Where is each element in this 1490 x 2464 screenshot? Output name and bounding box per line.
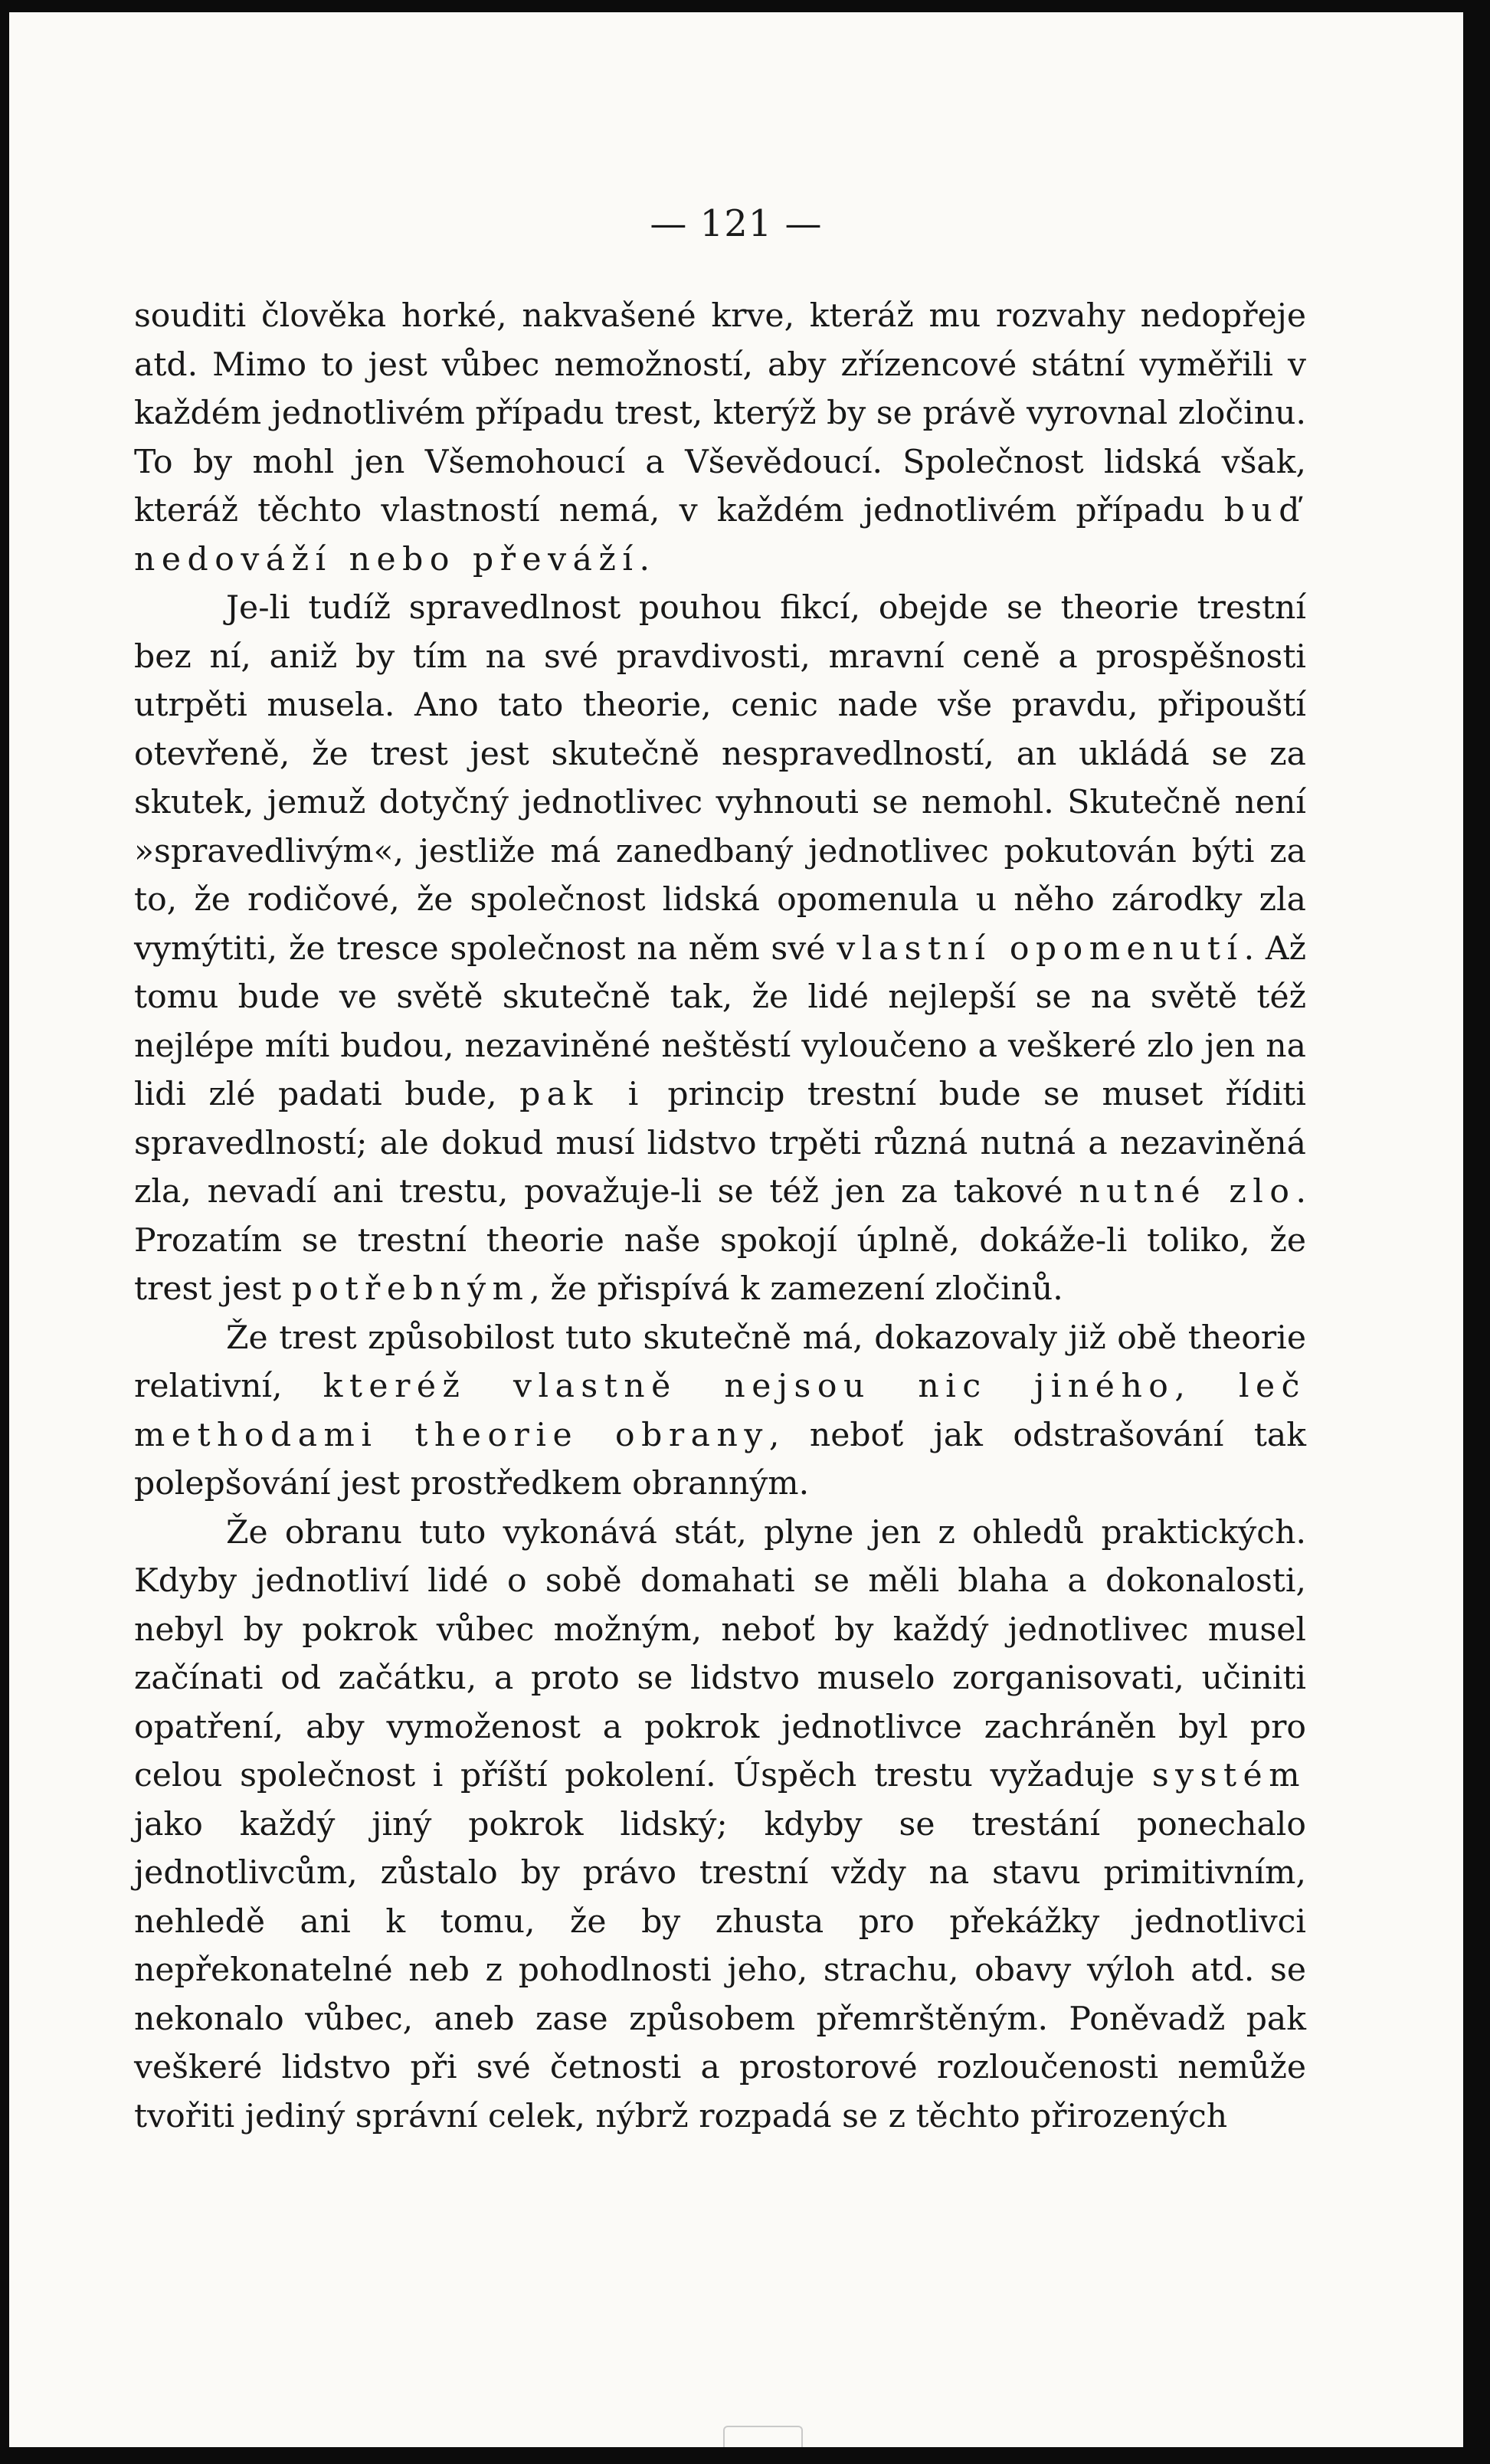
text-run: , že přispívá k zamezení zločinů. [529, 1270, 1063, 1308]
text-run: princip trestní bude se muset říditi spravedlností; ale dokud musí lidstvo trpěti různá nutná a nezaviněná zla, nevadí ani trestu, považuje-li se též jen za takové [134, 1076, 1306, 1211]
paragraph-3 [134, 1314, 1306, 1509]
text-run: jako každý jiný pokrok lidský; kdyby se trestání ponechalo jednotlivcům, zůstalo by právo trestní vždy na stavu primitivním, nehledě ani k tomu, že by zhusta pro překážky jednotlivci nepřekonatelné neb z pohodlnosti jeho, strachu, obavy výloh atd. se nekonalo vůbec, aneb zase způsobem přemrštěným. Poněvadž pak veškeré lidstvo při své četnosti a prostorové rozloučenosti nemůže tvořiti jediný správní celek, nýbrž rozpadá se z těchto přirozených [134, 1805, 1306, 2135]
emphasis-spaced-text: buď nedováží nebo převáží [134, 492, 1306, 578]
text-run: Že obranu tuto vykonává stát, plyne jen z ohledů praktických. Kdyby jednotliví lidé o sobě domahati se měli blaha a dokonalosti, nebyl by pokrok vůbec možným, neboť by každý jednotlivec musel začínati od začátku, a proto se lidstvo muselo zorganisovati, učiniti opatření, aby vymoženost a pokrok jednotlivce zachráněn byl pro celou společnost i příští pokolení. Úspěch trestu vyžaduje [134, 1513, 1306, 1794]
text-run: souditi člověka horké, nakvašené krve, kteráž mu rozvahy nedopřeje atd. Mimo to jest vůbec nemožností, aby zřízencové státní vyměřili v každém jednotlivém případu trest, kterýž by se právě vyrovnal zločinu. To by mohl jen Všemohoucí a Vševědoucí. Společnost lidská však, kteráž těchto vlastností nemá, v každém jednotlivém případu [134, 297, 1306, 529]
emphasis-spaced-text: systém [1151, 1757, 1306, 1794]
book-page [9, 12, 1463, 2447]
emphasis-spaced-text: potřebným [291, 1270, 530, 1308]
paragraph-1 [134, 292, 1306, 584]
paragraph-4 [134, 1509, 1306, 2141]
binding-mark [723, 2426, 803, 2447]
emphasis-spaced-text: nutné zlo [1079, 1173, 1296, 1211]
emphasis-spaced-text: vlastní opomenutí [837, 929, 1244, 968]
text-run: Že trest způsobilost tuto skutečně má, dokazovaly již obě theorie relativní, [134, 1319, 1306, 1405]
emphasis-spaced-text: pak i [519, 1076, 645, 1113]
text-run: . Až tomu bude ve světě skutečně tak, že lidé nejlepší se na světě též nejlépe míti budou, nezaviněné neštěstí vyloučeno a veškeré zlo jen na lidi zlé padati bude, [134, 929, 1306, 1113]
page-number: — 121 — [650, 202, 823, 245]
text-run: Je-li tudíž spravedlnost pouhou fikcí, obejde se theorie trestní bez ní, aniž by tím na své pravdivosti, mravní ceně a prospěšnosti utrpěti musela. Ano tato theorie, cenic nade vše pravdu, připouští otevřeně, že trest jest skutečně nespravedlností, an ukládá se za skutek, jemuž dotyčný jednotlivec vyhnouti se nemohl. Skutečně není »spravedlivým«, jestliže má zanedbaný jednotlivec pokutován býti za to, že rodičové, že společnost lidská opomenula u něho zárodky zla vymýtiti, že tresce společnost na něm své [134, 589, 1306, 968]
body-text [134, 292, 1306, 2141]
text-run: . Prozatím se trestní theorie naše spokojí úplně, dokáže-li toliko, že trest jest [134, 1173, 1306, 1308]
text-run: . [639, 540, 650, 578]
paragraph-2 [134, 584, 1306, 1314]
text-run: , neboť jak odstrašování tak polepšování jest prostředkem obranným. [134, 1416, 1306, 1502]
emphasis-spaced-text: kteréž vlastně nejsou nic jiného, leč methodami theorie obrany [134, 1368, 1306, 1454]
